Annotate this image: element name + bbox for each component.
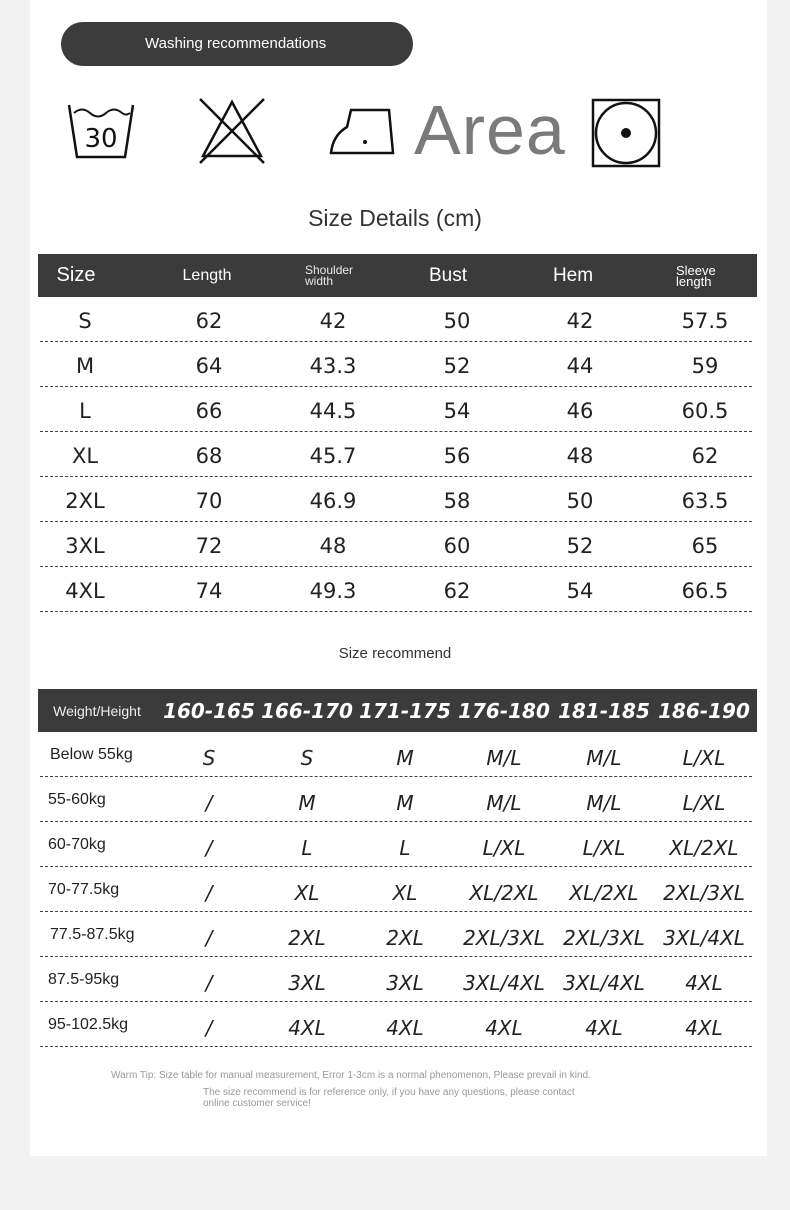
recommend-cell: 3XL	[386, 971, 424, 995]
table-cell: 2XL	[65, 489, 105, 513]
table-cell: 42	[566, 309, 594, 333]
table-cell: 54	[566, 579, 594, 603]
recommend-cell: 2XL/3XL	[663, 881, 745, 905]
header-height-3: 176-180	[458, 698, 550, 723]
recommend-cell: M/L	[486, 791, 522, 815]
recommend-cell: XL/2XL	[469, 881, 539, 905]
recommend-cell: 3XL	[288, 971, 326, 995]
table-cell: 59	[691, 354, 719, 378]
table-cell: 62	[691, 444, 719, 468]
table-cell: 52	[443, 354, 471, 378]
area-text: Area	[414, 91, 566, 169]
recommend-cell: /	[205, 881, 213, 905]
size-recommend-title: Size recommend	[338, 645, 452, 662]
recommend-cell: M/L	[586, 791, 622, 815]
recommend-cell: L/XL	[682, 791, 726, 815]
table-cell: 65	[691, 534, 719, 558]
header-weight-height: Weight/Height	[53, 702, 141, 719]
recommend-cell: 4XL	[288, 1016, 326, 1040]
table-cell: 46.9	[309, 489, 357, 513]
table-cell: 60	[443, 534, 471, 558]
table-row	[40, 867, 752, 912]
header-height-1: 166-170	[261, 698, 353, 723]
weight-label: 60-70kg	[48, 836, 106, 853]
table-row	[40, 387, 752, 432]
recommend-cell: M/L	[486, 746, 522, 770]
iron-low-icon	[327, 105, 397, 157]
header-hem: Hem	[552, 264, 594, 286]
table-cell: 46	[566, 399, 594, 423]
recommend-cell: L	[301, 836, 313, 860]
table-cell: 68	[195, 444, 223, 468]
table-cell: 4XL	[65, 579, 105, 603]
recommend-cell: 3XL/4XL	[663, 926, 745, 950]
wash-temp-label: 30	[84, 124, 118, 154]
no-bleach-icon	[197, 96, 267, 166]
recommend-cell: S	[202, 746, 216, 770]
table-cell: 58	[443, 489, 471, 513]
recommend-cell: L/XL	[482, 836, 526, 860]
header-height-2: 171-175	[359, 698, 451, 723]
recommend-cell: M	[298, 791, 316, 815]
reference-tip-text: The size recommend is for reference only, if you have any questions, please contact online customer service!	[203, 1087, 575, 1109]
table-cell: 70	[195, 489, 223, 513]
recommend-cell: M	[396, 746, 414, 770]
table-row	[40, 1002, 752, 1047]
recommend-cell: /	[205, 926, 213, 950]
table-cell: 49.3	[309, 579, 357, 603]
table-cell: XL	[71, 444, 99, 468]
warm-tip-text: Warm Tip: Size table for manual measurement, Error 1-3cm is a normal phenomenon, Please prevail in kind.	[111, 1070, 591, 1081]
recommend-cell: M/L	[586, 746, 622, 770]
table-cell: 43.3	[309, 354, 357, 378]
weight-label: Below 55kg	[50, 746, 133, 763]
recommend-cell: 2XL/3XL	[463, 926, 545, 950]
recommend-cell: XL	[392, 881, 418, 905]
table-cell: 72	[195, 534, 223, 558]
header-sleeve-length	[676, 254, 736, 297]
table-cell: 44	[566, 354, 594, 378]
weight-label: 70-77.5kg	[48, 881, 120, 898]
table-cell: 64	[195, 354, 223, 378]
header-height-5: 186-190	[658, 698, 750, 723]
table-cell: 63.5	[681, 489, 729, 513]
table-cell: 62	[443, 579, 471, 603]
header-sleeve-line2: length	[676, 273, 712, 289]
recommend-cell: L/XL	[682, 746, 726, 770]
table-row	[40, 732, 752, 777]
recommend-cell: 4XL	[585, 1016, 623, 1040]
table-cell: 52	[566, 534, 594, 558]
table-row	[40, 957, 752, 1002]
table-row	[40, 822, 752, 867]
table-row	[40, 912, 752, 957]
table-row	[40, 477, 752, 522]
recommend-cell: 2XL	[288, 926, 326, 950]
header-shoulder-line1: Shoulder	[305, 262, 354, 277]
table-cell: 42	[319, 309, 347, 333]
header-height-4: 181-185	[558, 698, 650, 723]
table-row	[40, 297, 752, 342]
table-cell: M	[75, 354, 95, 378]
recommend-cell: S	[300, 746, 314, 770]
header-length: Length	[182, 266, 232, 284]
table-cell: 45.7	[309, 444, 357, 468]
header-shoulder-line2: width	[305, 273, 334, 288]
weight-label: 87.5-95kg	[48, 971, 120, 988]
recommend-cell: /	[205, 971, 213, 995]
tumble-dry-icon	[591, 98, 661, 168]
recommend-cell: /	[205, 836, 213, 860]
size-details-title: Size Details (cm)	[308, 205, 482, 231]
weight-label: 95-102.5kg	[48, 1016, 129, 1033]
weight-label: 55-60kg	[48, 791, 106, 808]
table-cell: S	[78, 309, 92, 333]
table-cell: L	[79, 399, 91, 423]
recommend-cell: XL/2XL	[569, 881, 639, 905]
header-shoulder-width	[305, 254, 375, 297]
table-cell: 74	[195, 579, 223, 603]
recommend-cell: 4XL	[685, 1016, 723, 1040]
table-row	[40, 432, 752, 477]
recommend-cell: L/XL	[582, 836, 626, 860]
header-height-0: 160-165	[163, 698, 255, 723]
recommend-cell: 3XL/4XL	[463, 971, 545, 995]
table-cell: 48	[319, 534, 347, 558]
size-recommend-header	[38, 689, 757, 732]
table-cell: 57.5	[681, 309, 729, 333]
table-row	[40, 567, 752, 612]
table-cell: 50	[443, 309, 471, 333]
recommend-cell: 2XL	[386, 926, 424, 950]
table-cell: 48	[566, 444, 594, 468]
table-cell: 56	[443, 444, 471, 468]
table-cell: 60.5	[681, 399, 729, 423]
recommend-cell: 4XL	[386, 1016, 424, 1040]
header-size: Size	[56, 264, 96, 286]
size-details-header	[38, 254, 757, 297]
recommend-cell: L	[399, 836, 411, 860]
weight-label: 77.5-87.5kg	[50, 926, 135, 943]
table-cell: 44.5	[309, 399, 357, 423]
recommend-cell: 2XL/3XL	[563, 926, 645, 950]
recommend-cell: 4XL	[485, 1016, 523, 1040]
recommend-cell: XL	[294, 881, 320, 905]
table-cell: 66	[195, 399, 223, 423]
table-row	[40, 522, 752, 567]
recommend-cell: XL/2XL	[669, 836, 739, 860]
recommend-cell: 3XL/4XL	[563, 971, 645, 995]
washing-recommendations-banner: Washing recommendations	[61, 22, 413, 66]
table-row	[40, 777, 752, 822]
table-row	[40, 342, 752, 387]
recommend-cell: /	[205, 791, 213, 815]
wash-30-icon	[66, 103, 136, 161]
recommend-cell: /	[205, 1016, 213, 1040]
table-cell: 3XL	[65, 534, 105, 558]
header-bust: Bust	[428, 264, 468, 286]
table-cell: 66.5	[681, 579, 729, 603]
table-cell: 62	[195, 309, 223, 333]
table-cell: 54	[443, 399, 471, 423]
table-cell: 50	[566, 489, 594, 513]
recommend-cell: 4XL	[685, 971, 723, 995]
header-sleeve-line1: Sleeve	[676, 262, 716, 278]
recommend-cell: M	[396, 791, 414, 815]
